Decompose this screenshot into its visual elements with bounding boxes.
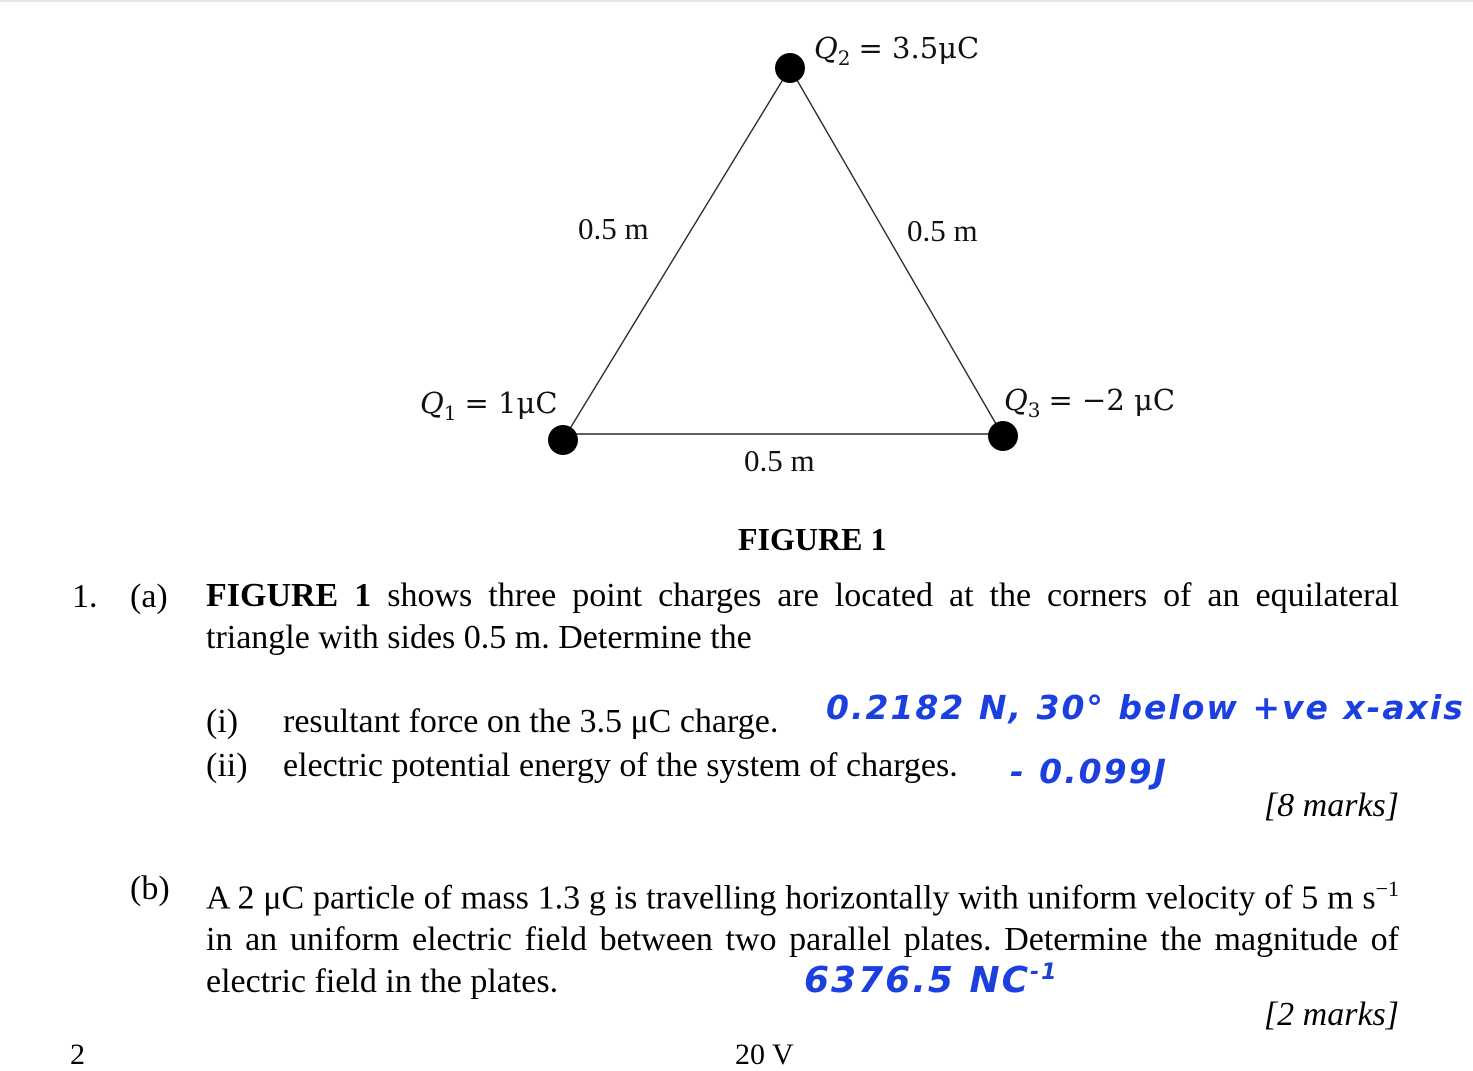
part-b-exponent: −1 [1375, 876, 1399, 901]
figure-1-diagram [0, 0, 1473, 520]
part-b-text-end: in an uniform electric field between two parallel plates. Determine the magnitude of electric field in the plates. [206, 921, 1399, 1001]
item-ii-text: electric potential energy of the system of charges. [283, 747, 958, 784]
next-question-fragment: 20 V [735, 1038, 794, 1071]
charge-q2-dot [775, 53, 805, 83]
handwritten-force-direction: , 30° below +ve x-axis [1008, 688, 1465, 727]
side-bottom-length: 0.5 m [744, 443, 815, 478]
handwritten-field-exponent: -1 [1030, 960, 1059, 985]
charge-q1-label: $Q_1 = 1\mu C$ [420, 386, 558, 425]
figure-caption: FIGURE 1 [738, 521, 887, 557]
item-i-label: (i) [206, 703, 239, 740]
item-i-text: resultant force on the 3.5 μC charge. [283, 703, 779, 740]
charge-q2-label: $Q_2 = 3.5\mu C$ [814, 31, 980, 70]
handwritten-answer-force [826, 688, 1465, 727]
page-number: 2 [70, 1038, 85, 1071]
part-b-text [206, 868, 1399, 1003]
part-a-marks: [8 marks] [1263, 787, 1399, 824]
item-ii-label: (ii) [206, 747, 248, 784]
question-number: 1. [72, 578, 98, 615]
handwritten-field-value: 6376.5 NC [804, 960, 1031, 1001]
part-a-label: (a) [130, 578, 168, 615]
charge-q3-dot [988, 421, 1018, 451]
charge-q1-dot [548, 425, 578, 455]
side-q2-q3 [790, 68, 1003, 436]
part-a-body: shows three point charges are located at the corners of an equilateral triangle with sides 0.5 m. Determine the [206, 577, 1399, 656]
part-b-label: (b) [130, 870, 170, 907]
side-left-length: 0.5 m [578, 211, 649, 246]
side-right-length: 0.5 m [907, 213, 978, 248]
part-a-text [206, 575, 1399, 659]
part-b-marks: [2 marks] [1263, 996, 1399, 1033]
figure-reference: FIGURE 1 [206, 577, 372, 614]
charge-q3-label: $Q_3 = -2$ μC [1004, 383, 1176, 422]
handwritten-answer-field [804, 960, 1058, 1001]
part-b-text-start: A 2 μC particle of mass 1.3 g is travelling horizontally with uniform velocity of 5 m s [206, 879, 1376, 917]
side-q1-q2 [563, 68, 790, 440]
handwritten-answer-energy: - 0.099J [1010, 752, 1168, 791]
handwritten-force-value: 0.2182 N [826, 688, 1009, 727]
